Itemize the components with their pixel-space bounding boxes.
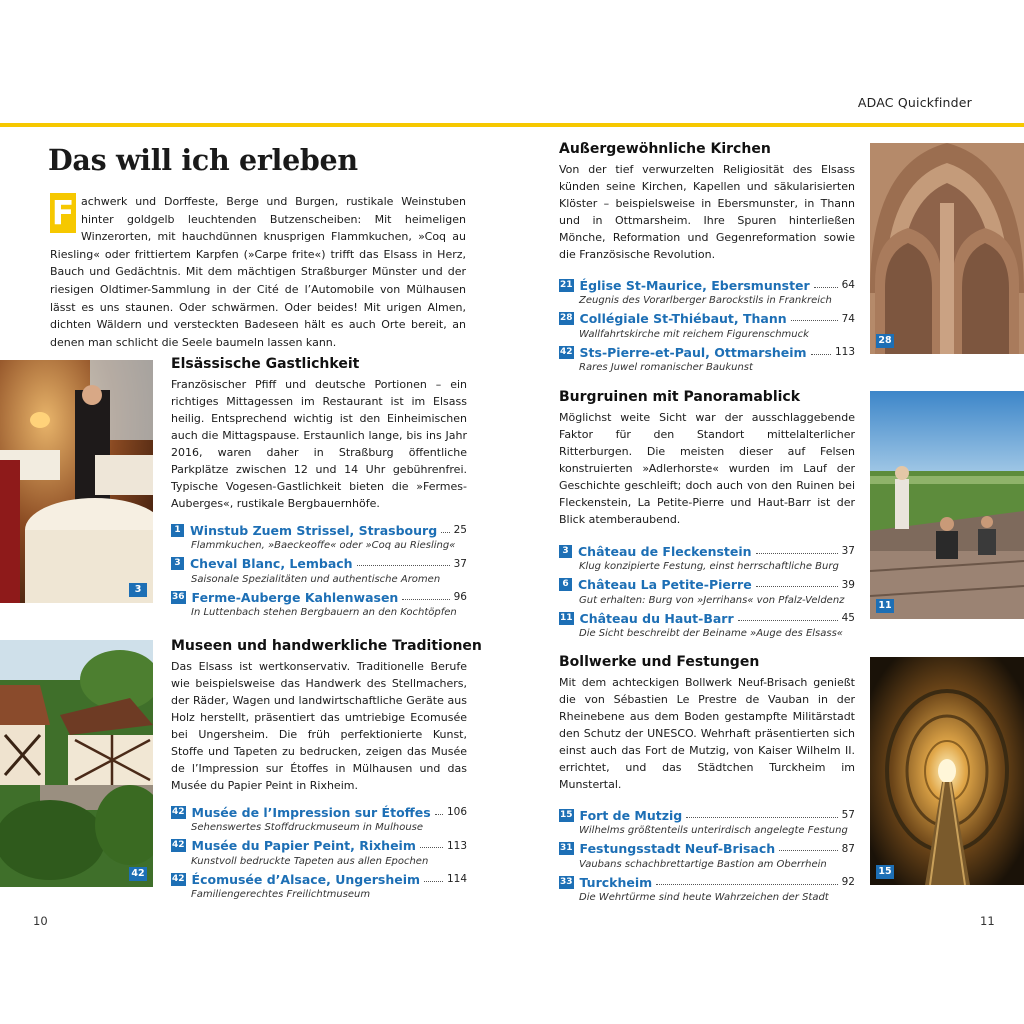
entry-description: Familiengerechtes Freilichtmuseum [191, 889, 371, 900]
map-number-badge: 28 [560, 313, 573, 323]
entry-description: Vaubans schachbrettartige Bastion am Oberrhein [579, 858, 827, 870]
entry-link[interactable]: Écomusée d’Alsace, Ungersheim [191, 871, 421, 887]
entry-description: Flammkuchen, »Baeckeoffe« oder »Coq au Riesling« [191, 540, 456, 551]
section-heading: Bollwerke und Festungen [559, 654, 760, 670]
map-number-badge: 21 [560, 279, 573, 290]
page-ref: 92 [841, 876, 855, 888]
page-ref: 57 [841, 809, 855, 821]
section-kirchen [559, 141, 855, 377]
section-heading: Elsässische Gastlichkeit [171, 356, 360, 372]
entry-link[interactable]: Musée du Papier Peint, Rixheim [191, 838, 416, 853]
photo-badge: 15 [876, 865, 894, 879]
map-number-badge: 42 [172, 806, 185, 817]
restaurant-photo [0, 360, 153, 603]
drop-cap: F [51, 193, 75, 232]
leader-dots [420, 847, 443, 848]
list-item[interactable] [559, 276, 855, 310]
leader-dots [756, 553, 838, 554]
entry-link[interactable]: Cheval Blanc, Lembach [190, 556, 353, 571]
entry-link[interactable]: Collégiale St-Thiébaut, Thann [579, 311, 787, 326]
leader-dots [402, 599, 449, 600]
entry-description: Zeugnis des Vorarlberger Barockstils in Frankreich [579, 295, 832, 306]
page-ref: 113 [446, 839, 467, 852]
section-text: Von der tief verwurzelten Religiosität des Elsass künden seine Kirchen, Kapellen und säkularisierten Klöster – beispielsweise in Ebersmunster, in Thann und in Ottmarsheim. Ihre Spuren hinterließen Mönche, Reformation und Gegenreformation sowie die Französische Revolution. [559, 163, 855, 261]
intro-text: achwerk und Dorffeste, Berge und Burgen, rustikale Weinstuben hinter goldgelb leuchtenden Butzenscheiben: Mit heimeligen Winzerorten, mit hauchdünnen knusprigen Flammkuchen, »Coq au Riesling« oder frittiertem Karpfen (»Carpe frite«) trifft das Elsass in Herz, Bauch und Gedächtnis. Mit dem mächtigen Straßburger Münster und der riesigen Oldtimer-Sammlung in der Cité de l’Automobile von Mülhausen lässt es uns staunen. Oder schwärmen. Oder beides! Mit urigen Almen, dichten Wäldern und versteckten Badeseen hält es auch Orte bereit, an denen man schlicht die Seele baumeln lassen kann. [50, 195, 466, 349]
page-ref: 45 [841, 612, 855, 624]
section-text: Mit dem achteckigen Bollwerk Neuf-Brisach genießt die von Sébastien Le Prestre de Vauban in der Rheinebene aus dem Boden gestampfte Militärstadt den Schutz der UNESCO. Wehrhaft präsentierten sich einst auch das Fort de Mutzig, von Kaiser Wilhelm II. errichtet, und das Städtchen Turckheim im Munstertal. [559, 676, 855, 791]
entry-link[interactable]: Château La Petite-Pierre [578, 577, 752, 592]
entry-description: Kunstvoll bedruckte Tapeten aus allen Epochen [191, 855, 429, 867]
leader-dots [424, 881, 443, 882]
page-ref: 39 [841, 578, 855, 591]
section-text: Das Elsass ist wertkonservativ. Traditionelle Berufe wie beispielsweise das Handwerk des Stellmachers, der Räder, Wagen und landwirtschaftliche Geräte aus Holz herstellt, präsentiert das umtriebige Ecomusée bei Ungersheim. Die früh perfektionierte Kunst, Stoffe und Tapeten zu bedrucken, zeigen das Musée de l’Impression sur Étoffes in Mülhausen und das Musée du Papier Peint in Rixheim. [171, 660, 467, 792]
entry-description: Wallfahrtskirche mit reichem Figurenschmuck [579, 328, 809, 340]
leader-dots [357, 565, 450, 566]
list-item[interactable] [559, 840, 855, 874]
intro-paragraph [50, 193, 466, 351]
entry-description: Saisonale Spezialitäten und authentische Aromen [191, 573, 441, 585]
section-heading: Außergewöhnliche Kirchen [559, 141, 771, 157]
entry-description: In Luttenbach stehen Bergbauern an den Kochtöpfen [191, 607, 457, 618]
page-ref: 113 [834, 346, 855, 358]
entry-link[interactable]: Sts-Pierre-et-Paul, Ottmarsheim [579, 344, 807, 360]
fortress-tunnel-photo [870, 657, 1024, 885]
leader-dots [738, 620, 838, 621]
list-item[interactable] [559, 609, 855, 643]
map-number-badge: 31 [560, 843, 573, 853]
entry-link[interactable]: Turckheim [579, 874, 653, 890]
leader-dots [779, 850, 837, 851]
map-number-badge: 15 [560, 809, 573, 820]
list-item[interactable] [559, 576, 855, 610]
map-number-badge: 1 [171, 524, 184, 537]
page-ref: 74 [841, 312, 855, 325]
entry-link[interactable]: Château du Haut-Barr [579, 610, 734, 626]
list-item[interactable] [171, 588, 467, 622]
section-bollwerke [559, 654, 855, 907]
map-number-badge: 36 [172, 591, 185, 602]
church-portal-photo [870, 143, 1024, 354]
map-number-badge: 6 [559, 578, 572, 591]
map-number-badge: 3 [171, 557, 184, 570]
photo-badge: 3 [129, 583, 147, 597]
leader-dots [791, 320, 838, 321]
list-item[interactable] [171, 870, 467, 904]
section-burgruinen [559, 389, 855, 643]
leader-dots [686, 817, 837, 818]
header-rule [0, 123, 1024, 127]
page-ref: 25 [453, 524, 467, 536]
map-number-badge: 33 [560, 876, 573, 887]
section-text: Französischer Pfiff und deutsche Portionen – ein richtiges Mittagessen im Restaurant ist im Elsass heilig. Entsprechend wichtig ist den Einheimischen auch die Mittagspause. Erstaunlich lange, bis ins Jahr 2016, waren daher in Straßburg öffentliche Parkplätze zwischen 12 und 14 Uhr gebührenfrei. Typische Vogesen-Gastlichkeit bieten die »Fermes-Auberges«, rustikale Bergbauernhöfe. [171, 378, 467, 510]
page-number-left: 10 [33, 914, 48, 928]
photo-badge: 42 [129, 867, 147, 881]
list-item[interactable] [559, 873, 855, 907]
list-item[interactable] [559, 310, 855, 344]
entry-description: Sehenswertes Stoffdruckmuseum in Mulhouse [191, 822, 424, 833]
list-item[interactable] [171, 837, 467, 871]
entry-link[interactable]: Ferme-Auberge Kahlenwasen [191, 589, 399, 605]
page-title: Das will ich erleben [48, 143, 358, 177]
map-number-badge: 3 [559, 545, 572, 558]
entry-link[interactable]: Winstub Zuem Strissel, Strasbourg [190, 522, 438, 538]
entry-description: Die Wehrtürme sind heute Wahrzeichen der Stadt [579, 892, 829, 903]
entry-description: Die Sicht beschreibt der Beiname »Auge des Elsass« [579, 628, 843, 639]
photo-badge: 11 [876, 599, 894, 613]
map-number-badge: 42 [172, 873, 185, 884]
castle-ruins-photo [870, 391, 1024, 619]
page-ref: 106 [446, 806, 467, 818]
leader-dots [435, 814, 443, 815]
page-ref: 37 [453, 557, 467, 570]
entry-link[interactable]: Église St-Maurice, Ebersmunster [579, 277, 810, 293]
page-ref: 96 [453, 591, 467, 603]
leader-dots [756, 586, 838, 587]
section-gastlichkeit [171, 356, 467, 622]
entry-link[interactable]: Château de Fleckenstein [578, 543, 752, 559]
leader-dots [811, 354, 831, 355]
list-item[interactable] [559, 542, 855, 576]
list-item[interactable] [559, 343, 855, 377]
page-number-right: 11 [980, 914, 995, 928]
page-ref: 37 [841, 545, 855, 557]
entry-description: Gut erhalten: Burg von »Jerrihans« von Pfalz-Veldenz [579, 594, 845, 606]
section-museen [171, 638, 482, 904]
section-heading: Museen und handwerkliche Traditionen [171, 638, 482, 654]
map-number-badge: 11 [560, 612, 573, 623]
entry-description: Wilhelms größtenteils unterirdisch angelegte Festung [579, 825, 848, 836]
list-item[interactable] [171, 555, 467, 589]
leader-dots [814, 287, 838, 288]
entry-link[interactable]: Fort de Mutzig [579, 807, 683, 823]
photo-badge: 28 [876, 334, 894, 348]
list-item[interactable] [171, 521, 467, 555]
ecomusee-photo [0, 640, 153, 887]
list-item[interactable] [171, 803, 467, 837]
leader-dots [441, 532, 449, 533]
page-ref: 87 [841, 842, 855, 855]
map-number-badge: 42 [172, 840, 185, 850]
brand-label: ADAC Quickfinder [857, 95, 972, 110]
entry-link[interactable]: Festungsstadt Neuf-Brisach [579, 841, 776, 856]
leader-dots [656, 884, 837, 885]
entry-description: Klug konzipierte Festung, einst herrschaftliche Burg [579, 561, 839, 572]
section-heading: Burgruinen mit Panoramablick [559, 389, 801, 405]
page-ref: 114 [446, 873, 467, 885]
entry-link[interactable]: Musée de l’Impression sur Étoffes [191, 804, 431, 820]
page-ref: 64 [841, 279, 855, 291]
map-number-badge: 42 [560, 346, 573, 357]
list-item[interactable] [559, 806, 855, 840]
entry-description: Rares Juwel romanischer Baukunst [579, 362, 753, 373]
section-text: Möglichst weite Sicht war der ausschlaggebende Faktor für den Standort mittelalterlicher Ritterburgen. Die meisten dieser auf Felsen konstruierten »Adlerhorste« wurden im Lauf der Geschichte geschleift; doch auch von den Ruinen bei Fleckenstein, La Petite-Pierre und Haut-Barr ist der Blick atemberaubend. [559, 411, 855, 526]
